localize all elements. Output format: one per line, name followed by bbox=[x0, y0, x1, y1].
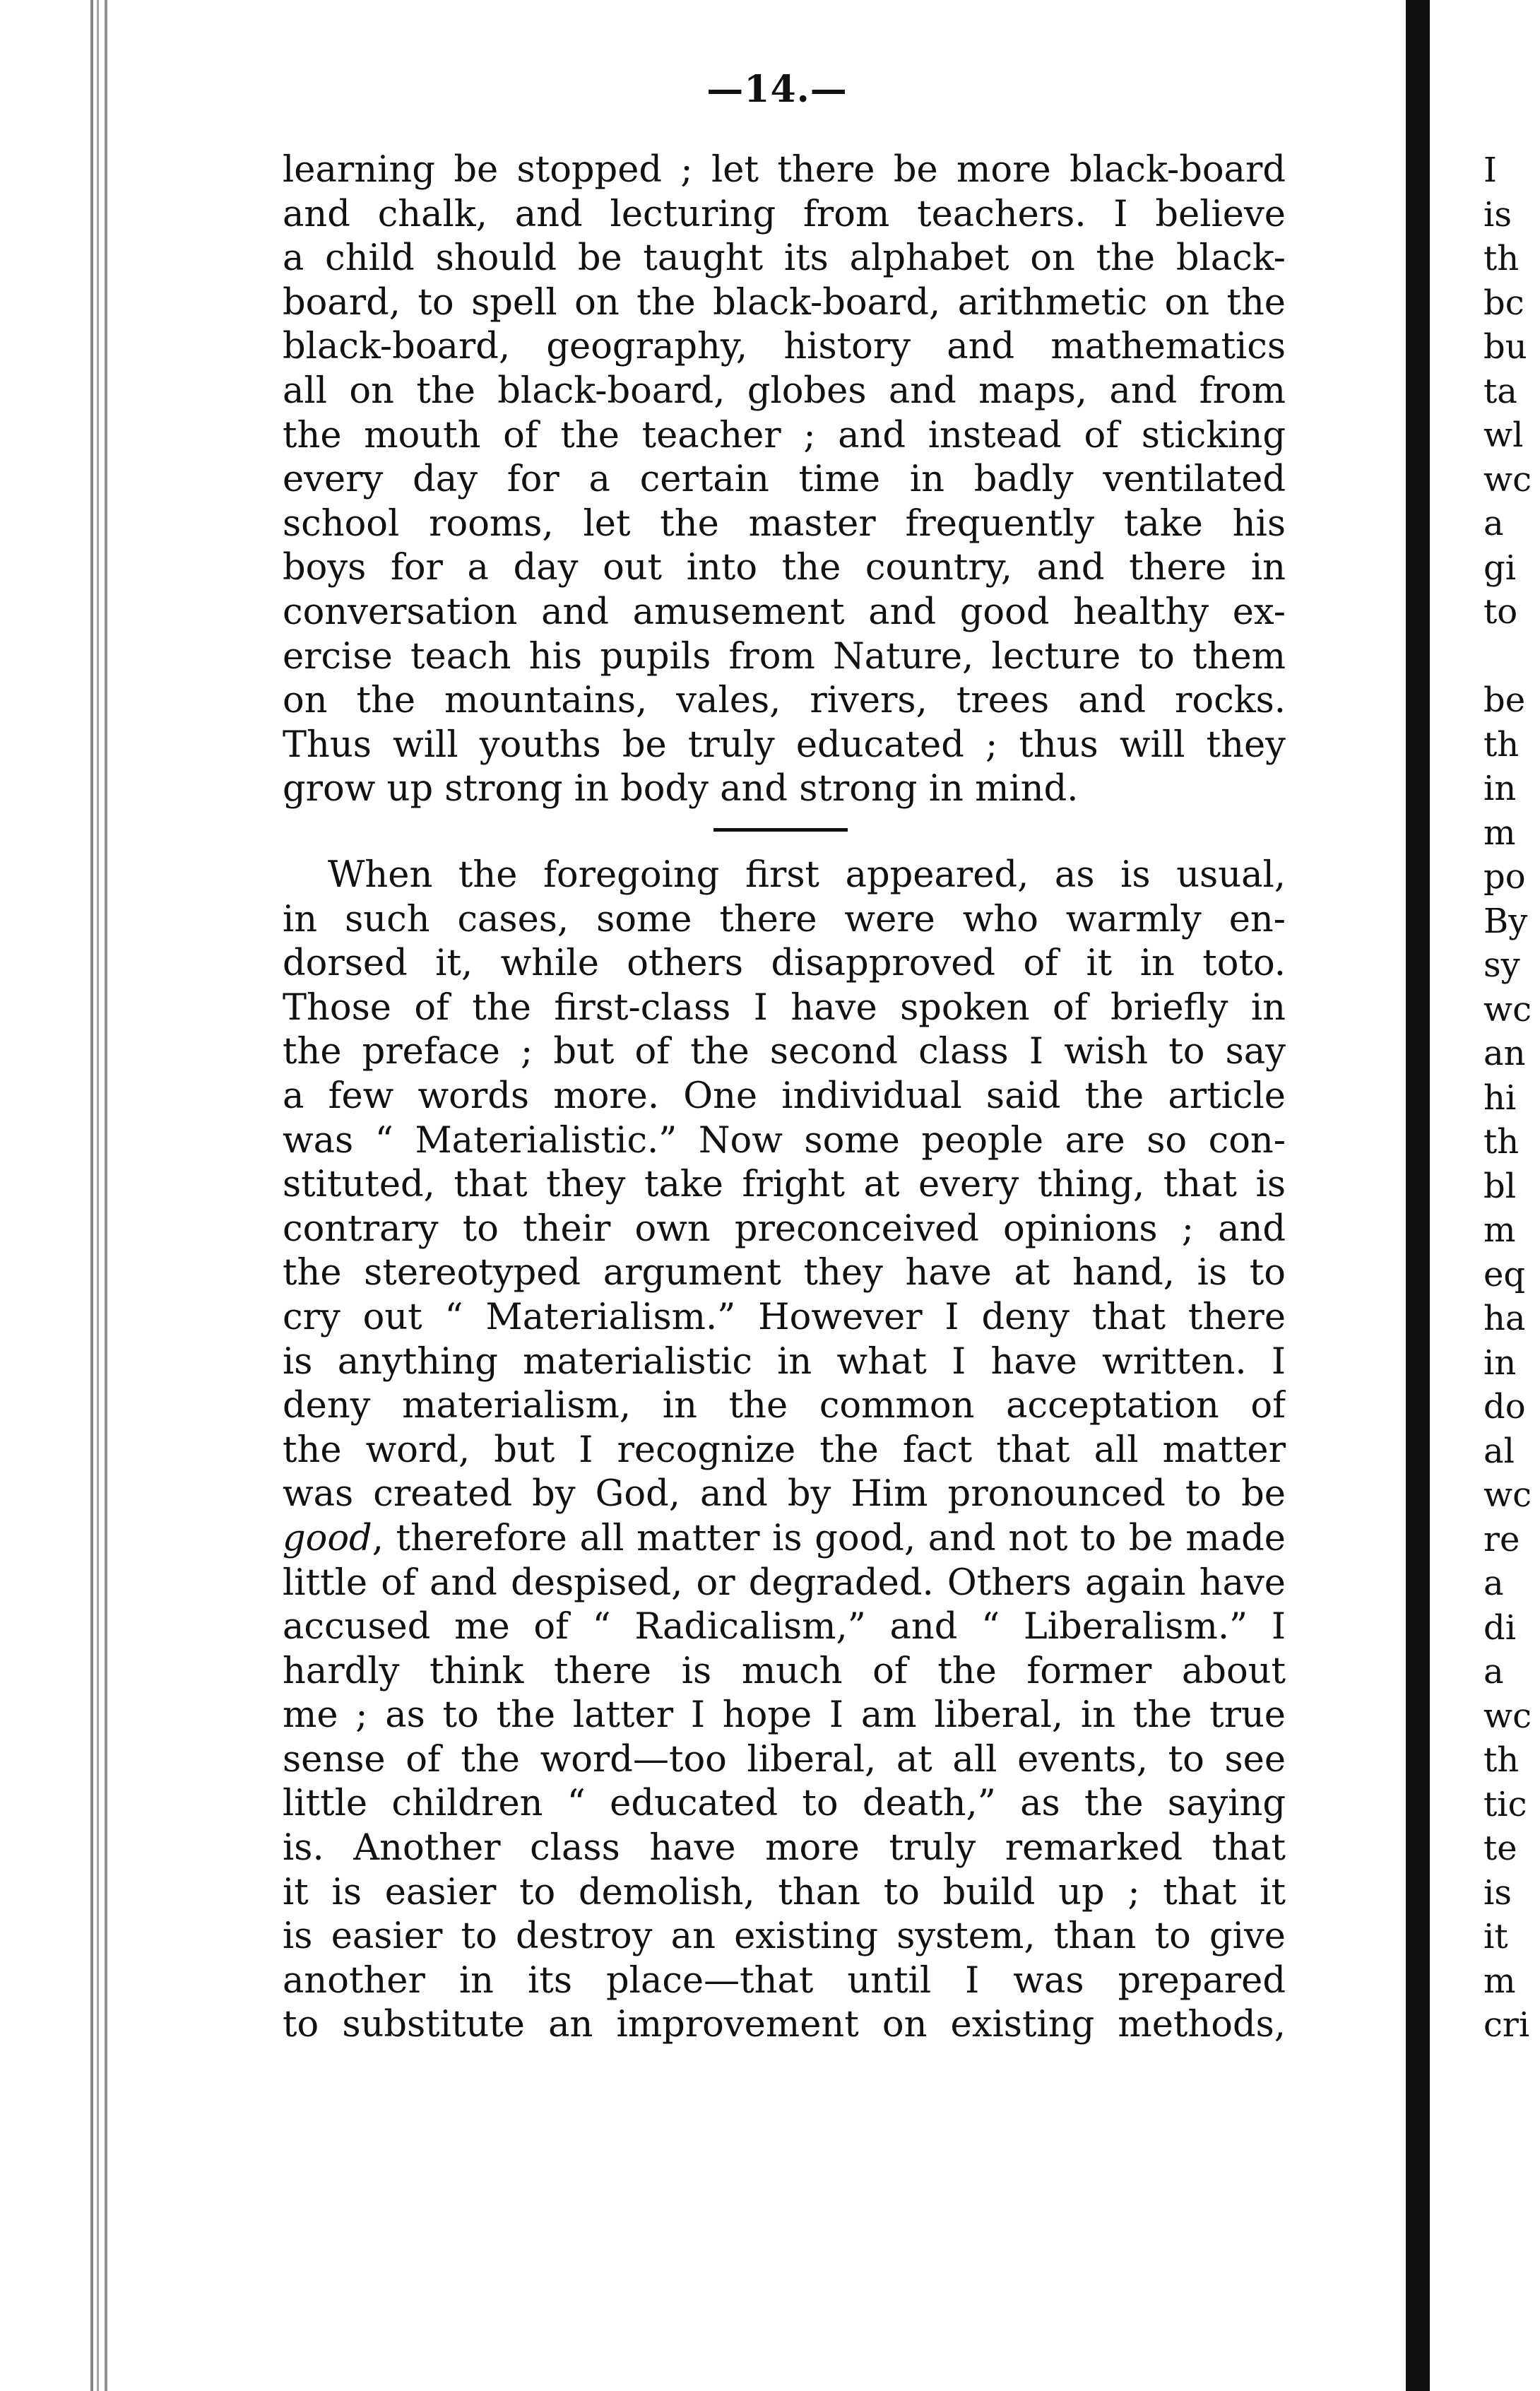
facing-page-fragment: a bbox=[1483, 1564, 1504, 1603]
facing-page-fragment: gi bbox=[1483, 548, 1517, 588]
text-line: Those of the first-class I have spoken of briefly in bbox=[283, 986, 1286, 1029]
facing-page-fragment: ha bbox=[1483, 1299, 1526, 1338]
text-line: stituted, that they take fright at every thing, that is bbox=[283, 1164, 1286, 1206]
text-line: contrary to their own preconceived opinions ; and bbox=[283, 1208, 1286, 1250]
facing-page-fragment: a bbox=[1483, 1652, 1504, 1692]
facing-page-fragment: is bbox=[1483, 1872, 1512, 1913]
page-gutter bbox=[1406, 0, 1430, 2391]
facing-page-fragment: wl bbox=[1483, 415, 1524, 455]
facing-page-fragment: bu bbox=[1483, 327, 1527, 367]
section-divider bbox=[713, 828, 848, 832]
text-line: Thus will youths be truly educated ; thus will they bbox=[283, 724, 1286, 766]
facing-page-fragment: I bbox=[1483, 150, 1497, 190]
facing-page-fragment: wc bbox=[1483, 989, 1532, 1029]
text-line: another in its place—that until I was prepared bbox=[283, 1959, 1286, 2002]
text-line: accused me of “ Radicalism,” and “ Liberalism.” I bbox=[283, 1606, 1286, 1648]
facing-page-fragment: do bbox=[1483, 1387, 1526, 1427]
facing-page-fragment: m bbox=[1483, 1210, 1516, 1250]
facing-page-fragment: cri bbox=[1483, 2005, 1530, 2045]
paragraph-1 bbox=[283, 148, 1286, 812]
text-line: the stereotyped argument they have at hand, is to bbox=[283, 1252, 1286, 1294]
text-line: was created by God, and by Him pronounced to be bbox=[283, 1473, 1286, 1516]
facing-page-fragment: m bbox=[1483, 1961, 1516, 2001]
page-number: —14.— bbox=[706, 68, 848, 111]
facing-page-fragment: di bbox=[1483, 1607, 1517, 1648]
facing-page-fragment bbox=[1483, 634, 1540, 679]
facing-page-fragment: bc bbox=[1483, 283, 1524, 323]
facing-page-fragment: bl bbox=[1483, 1166, 1517, 1206]
facing-page-fragment: ta bbox=[1483, 371, 1517, 411]
text-line: the word, but I recognize the fact that all matter bbox=[283, 1429, 1286, 1471]
facing-page-fragment: be bbox=[1483, 680, 1526, 720]
text-line: the preface ; but of the second class I wish to say bbox=[283, 1031, 1286, 1073]
facing-page-fragment: th bbox=[1483, 1122, 1520, 1162]
text-line: on the mountains, vales, rivers, trees and rocks. bbox=[283, 680, 1286, 722]
text-line: cry out “ Materialism.” However I deny that there bbox=[283, 1296, 1286, 1338]
text-line: the mouth of the teacher ; and instead of sticking bbox=[283, 414, 1286, 456]
facing-page-fragment: re bbox=[1483, 1519, 1520, 1559]
text-line: board, to spell on the black-board, arithmetic on the bbox=[283, 281, 1286, 324]
paragraph-2 bbox=[283, 854, 1286, 2048]
text-line: hardly think there is much of the former about bbox=[283, 1650, 1286, 1692]
facing-page-fragment: in bbox=[1483, 1342, 1517, 1383]
facing-page-fragment: it bbox=[1483, 1917, 1508, 1956]
text-line: is. Another class have more truly remarked that bbox=[283, 1827, 1286, 1870]
text-line: ercise teach his pupils from Nature, lecture to them bbox=[283, 635, 1286, 678]
facing-page-fragment: to bbox=[1483, 592, 1518, 632]
facing-page-fragment: in bbox=[1483, 769, 1517, 808]
facing-page-fragment: wc bbox=[1483, 1696, 1532, 1736]
facing-page-fragment: th bbox=[1483, 239, 1520, 278]
facing-page-fragment: hi bbox=[1483, 1078, 1517, 1118]
text-line: is anything materialistic in what I have written. I bbox=[283, 1340, 1286, 1383]
text-line: little children “ educated to death,” as the saying bbox=[283, 1783, 1286, 1825]
facing-page-fragment: wc bbox=[1483, 1475, 1532, 1515]
facing-page-fragment: eq bbox=[1483, 1254, 1526, 1294]
text-line: to substitute an improvement on existing methods, bbox=[283, 2004, 1286, 2046]
text-line: learning be stopped ; let there be more black-board bbox=[283, 149, 1286, 191]
facing-page-fragment: is bbox=[1483, 194, 1512, 235]
facing-page-fragment: al bbox=[1483, 1431, 1515, 1471]
facing-page-fragment: th bbox=[1483, 1740, 1520, 1780]
text-line: and chalk, and lecturing from teachers. I believe bbox=[283, 193, 1286, 235]
facing-page-fragment: m bbox=[1483, 813, 1516, 853]
text-line: When the foregoing first appeared, as is usual, bbox=[328, 854, 1286, 896]
text-line: in such cases, some there were who warmly en- bbox=[283, 898, 1286, 940]
text-line: good, therefore all matter is good, and not to be made bbox=[283, 1517, 1286, 1559]
text-line: grow up strong in body and strong in mind. bbox=[283, 768, 1079, 810]
facing-page-fragment: tic bbox=[1483, 1784, 1527, 1824]
text-line: school rooms, let the master frequently take his bbox=[283, 502, 1286, 545]
text-line: all on the black-board, globes and maps, and from bbox=[283, 370, 1286, 412]
text-line: deny materialism, in the common acceptation of bbox=[283, 1385, 1286, 1427]
text-line: boys for a day out into the country, and there in bbox=[283, 547, 1286, 589]
text-line: little of and despised, or degraded. Others again have bbox=[283, 1561, 1286, 1604]
facing-page-fragment: th bbox=[1483, 724, 1520, 764]
facing-page-fragment: wc bbox=[1483, 459, 1532, 500]
text-line: a child should be taught its alphabet on the black- bbox=[283, 237, 1286, 280]
facing-page-fragment: By bbox=[1483, 901, 1528, 941]
binding-edge bbox=[90, 0, 119, 2391]
text-line: it is easier to demolish, than to build up ; that it bbox=[283, 1871, 1286, 1913]
text-line: sense of the word—too liberal, at all events, to see bbox=[283, 1738, 1286, 1781]
text-line: every day for a certain time in badly ventilated bbox=[283, 459, 1286, 501]
text-line: me ; as to the latter I hope I am liberal, in the true bbox=[283, 1694, 1286, 1737]
text-line: was “ Materialistic.” Now some people are so con- bbox=[283, 1119, 1286, 1162]
facing-page-fragment: po bbox=[1483, 857, 1526, 897]
facing-page-fragment: a bbox=[1483, 504, 1504, 543]
text-line: conversation and amusement and good healthy ex- bbox=[283, 591, 1286, 633]
facing-page-fragments bbox=[1483, 148, 1540, 2048]
text-line: is easier to destroy an existing system, than to give bbox=[283, 1915, 1286, 1958]
text-line: dorsed it, while others disapproved of it in toto. bbox=[283, 943, 1286, 985]
facing-page-fragment: an bbox=[1483, 1034, 1526, 1073]
emphasis: good bbox=[283, 1517, 372, 1559]
text-line: black-board, geography, history and mathematics bbox=[283, 326, 1286, 368]
facing-page-fragment: te bbox=[1483, 1829, 1517, 1868]
text-line: a few words more. One individual said the article bbox=[283, 1075, 1286, 1117]
facing-page-fragment: sy bbox=[1483, 945, 1520, 985]
